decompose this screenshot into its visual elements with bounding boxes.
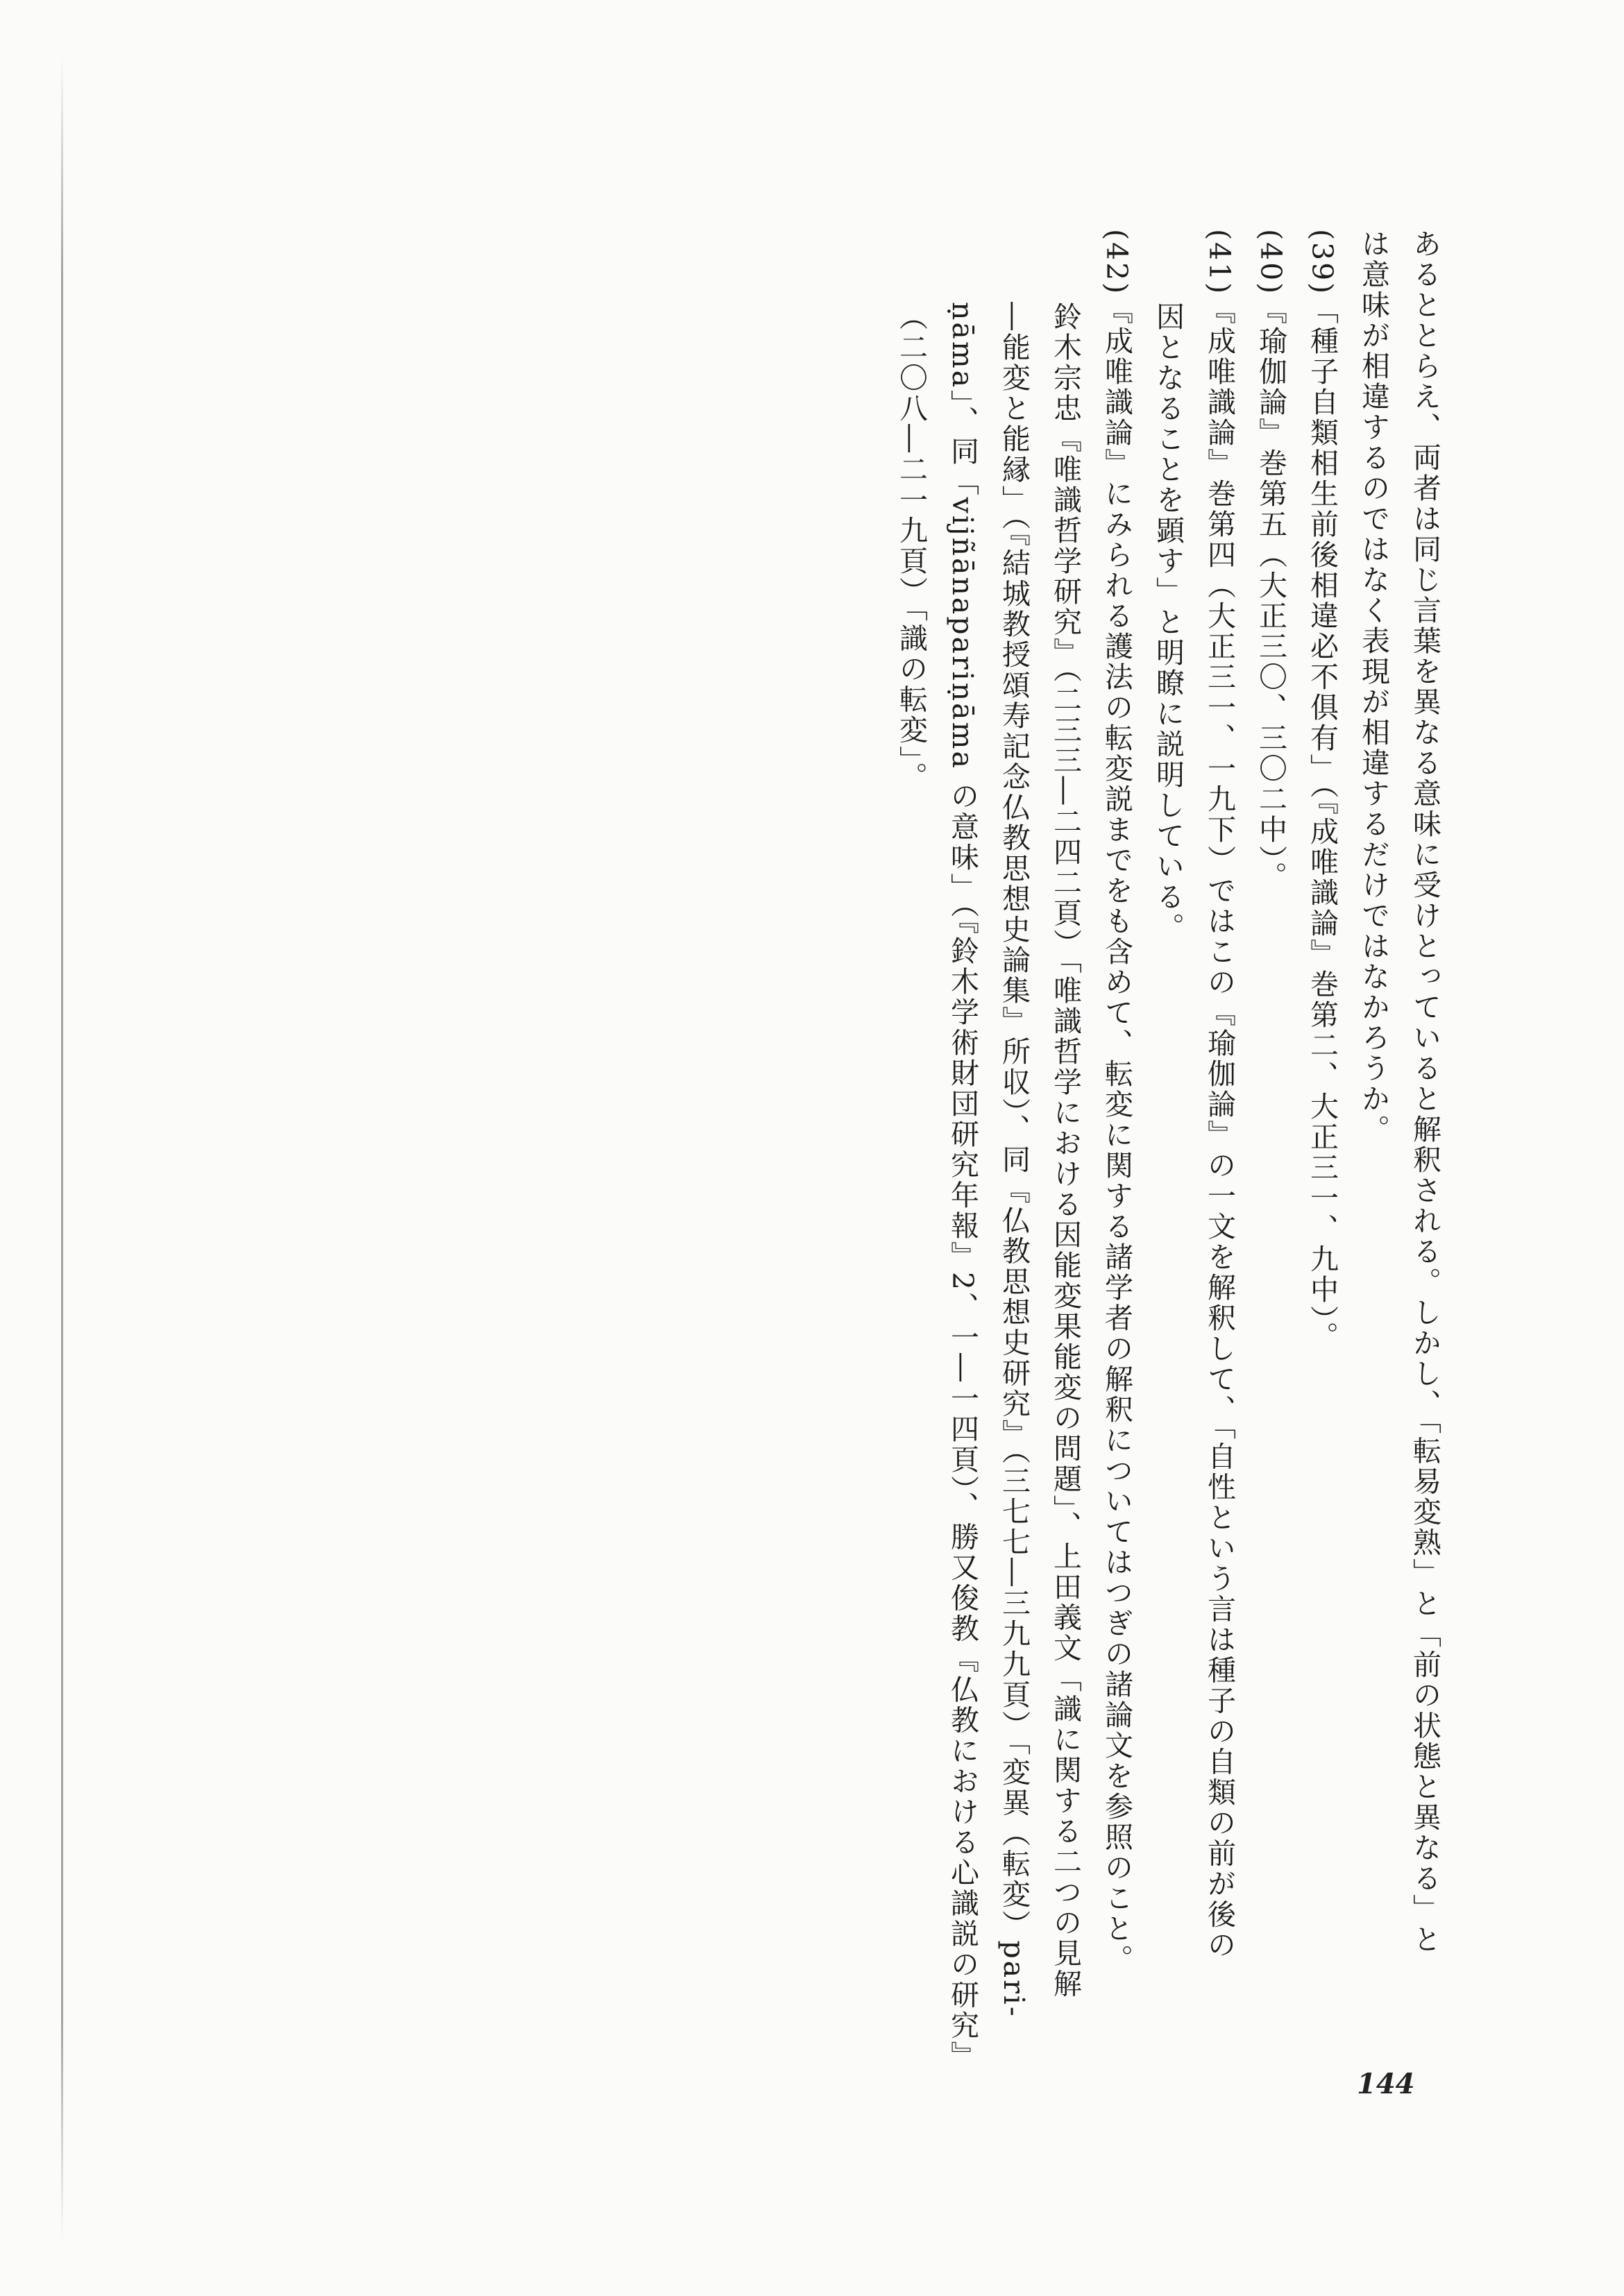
footnote-41: (41)『成唯識論』巻第四（大正三一、一九下）ではこの『瑜伽論』の一文を解釈して、「自性という言は種子の自類の前が後の [1203, 229, 1236, 1961]
footnote-42-continuation: （二〇八―二一九頁）「識の転変」。 [895, 302, 928, 792]
footnote-42-continuation: ṇāma」、同「vijñānapariṇāma の意味」（『鈴木学術財団研究年報』2、一―一四頁）、勝又俊教『仏教における心識説の研究』 [946, 302, 979, 2072]
footnote-42-continuation: 鈴木宗忠『唯識哲学研究』（二三三―二四二頁）「唯識哲学における因能変果能変の問題」、上田義文「識に関する二つの見解 [1049, 302, 1082, 2000]
body-text-column: は意味が相違するのではなく表現が相違するだけではなかろうか。 [1357, 229, 1390, 1145]
footnote-42: (42)『成唯識論』にみられる護法の転変説までをも含めて、転変に関する諸学者の解釈についてはつぎの諸論文を参照のこと。 [1100, 229, 1133, 1975]
footnote-39: (39)「種子自類相生前後相違必不俱有」（『成唯識論』巻第二、大正三一、九中）。 [1305, 229, 1339, 1352]
body-text-column: あるととらえ、両者は同じ言葉を異なる意味に受けとっていると解釈される。しかし、「転易変熟」と「前の状態と異なる」と [1408, 229, 1441, 1955]
page-number: 144 [1357, 2068, 1415, 2100]
binding-edge [61, 56, 63, 2241]
vertical-text-block [886, 229, 1450, 2072]
footnote-41-continuation: 因となることを顕す」と明瞭に説明している。 [1151, 302, 1185, 943]
footnote-42-continuation: ―能変と能縁」（『結城教授頌寿記念仏教思想史論集』所収）、同『仏教思想史研究』（三七七―三九九頁）「変異（転変）pari- [997, 302, 1031, 2018]
footnote-40: (40)『瑜伽論』巻第五（大正三〇、三〇二中）。 [1254, 229, 1287, 892]
